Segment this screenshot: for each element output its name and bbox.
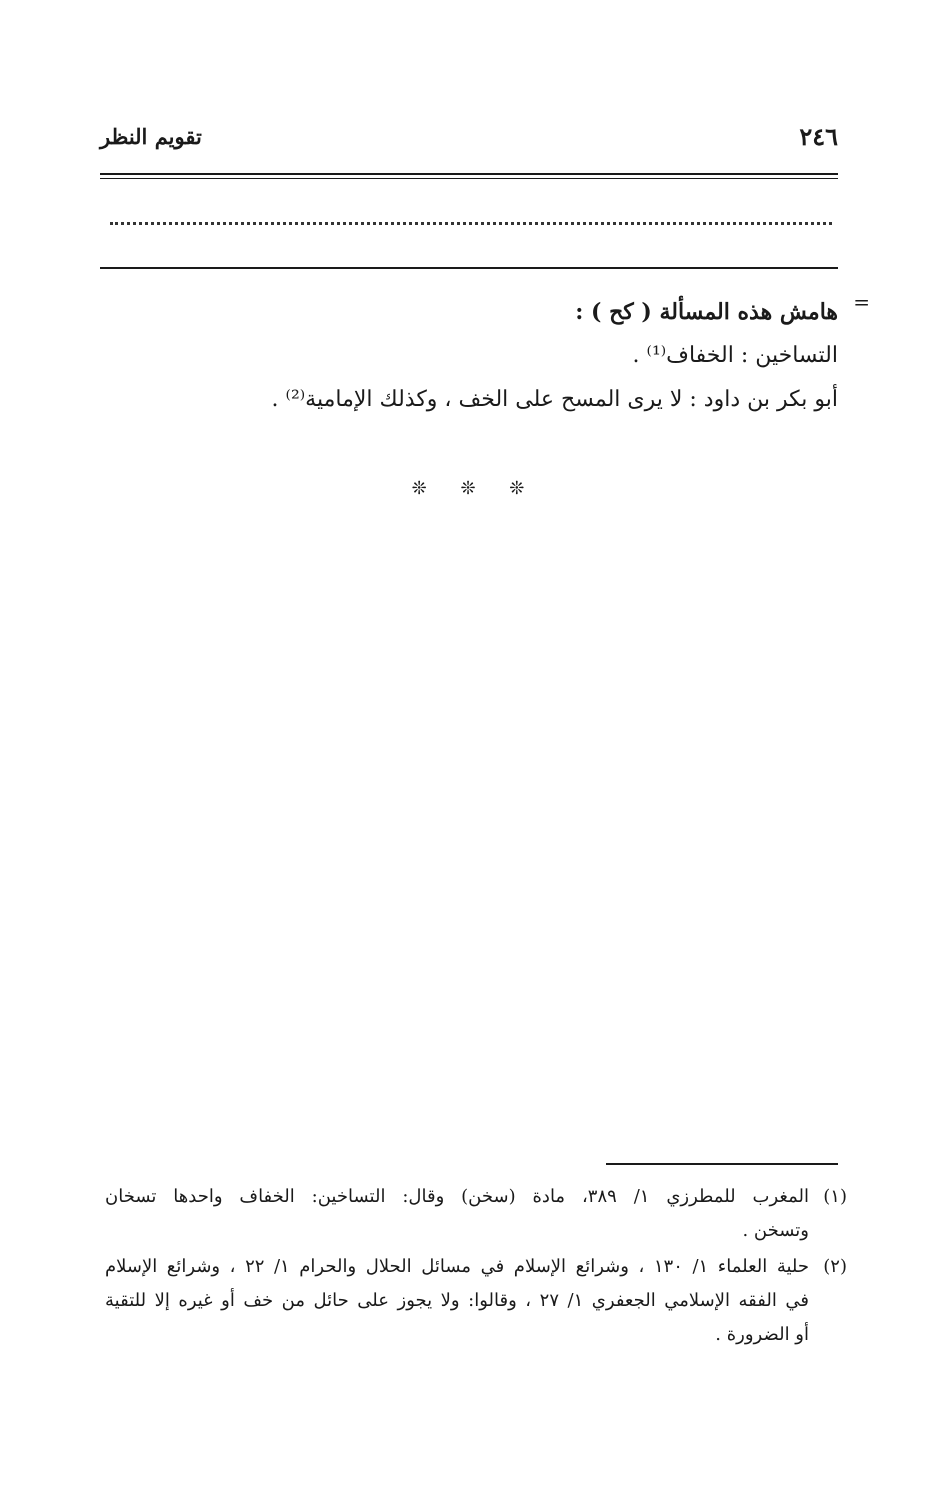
footnote-rule [606,1163,838,1165]
footnote-2 [105,1250,847,1352]
dotted-separator [110,204,832,225]
footnote-line: المغرب للمطرزي ١/ ٣٨٩، مادة (سخن) وقال: التساخين: الخفاف واحدها تسخان [105,1186,810,1207]
footnote-1 [105,1180,847,1248]
continuation-mark: = [853,290,870,314]
section-separator-stars: ❊ ❊ ❊ [411,478,539,499]
body-line: أبو بكر بن داود : لا يرى المسح على الخف ، وكذلك الإمامية⁽²⁾ . [271,387,838,412]
body-line: التساخين : الخفاف⁽¹⁾ . [632,343,838,368]
running-title: تقويم النظر [100,124,202,149]
footnote-text [105,1180,809,1248]
section-heading: هامش هذه المسألة ( كح ) : [575,299,838,325]
footnotes [105,1180,847,1354]
header-rule [100,173,838,178]
footnote-number: (٢) [823,1256,847,1277]
page-number: ٢٤٦ [799,122,838,151]
footnote-line: وتسخن . [742,1220,809,1241]
main-text [138,290,870,422]
footnote-line: أو الضرورة . [715,1324,809,1345]
footnote-number: (١) [823,1186,847,1207]
footnote-text [105,1250,809,1352]
footnote-line: في الفقه الإسلامي الجعفري ١/ ٢٧ ، وقالوا: ولا يجوز على حائل من خف أو غيره إلا للتقية [105,1290,809,1311]
footnote-line: حلية العلماء ١/ ١٣٠ ، وشرائع الإسلام في مسائل الحلال والحرام ١/ ٢٢ ، وشرائع الإسلام [105,1256,809,1277]
section-rule [100,267,838,269]
page-header [100,122,838,162]
